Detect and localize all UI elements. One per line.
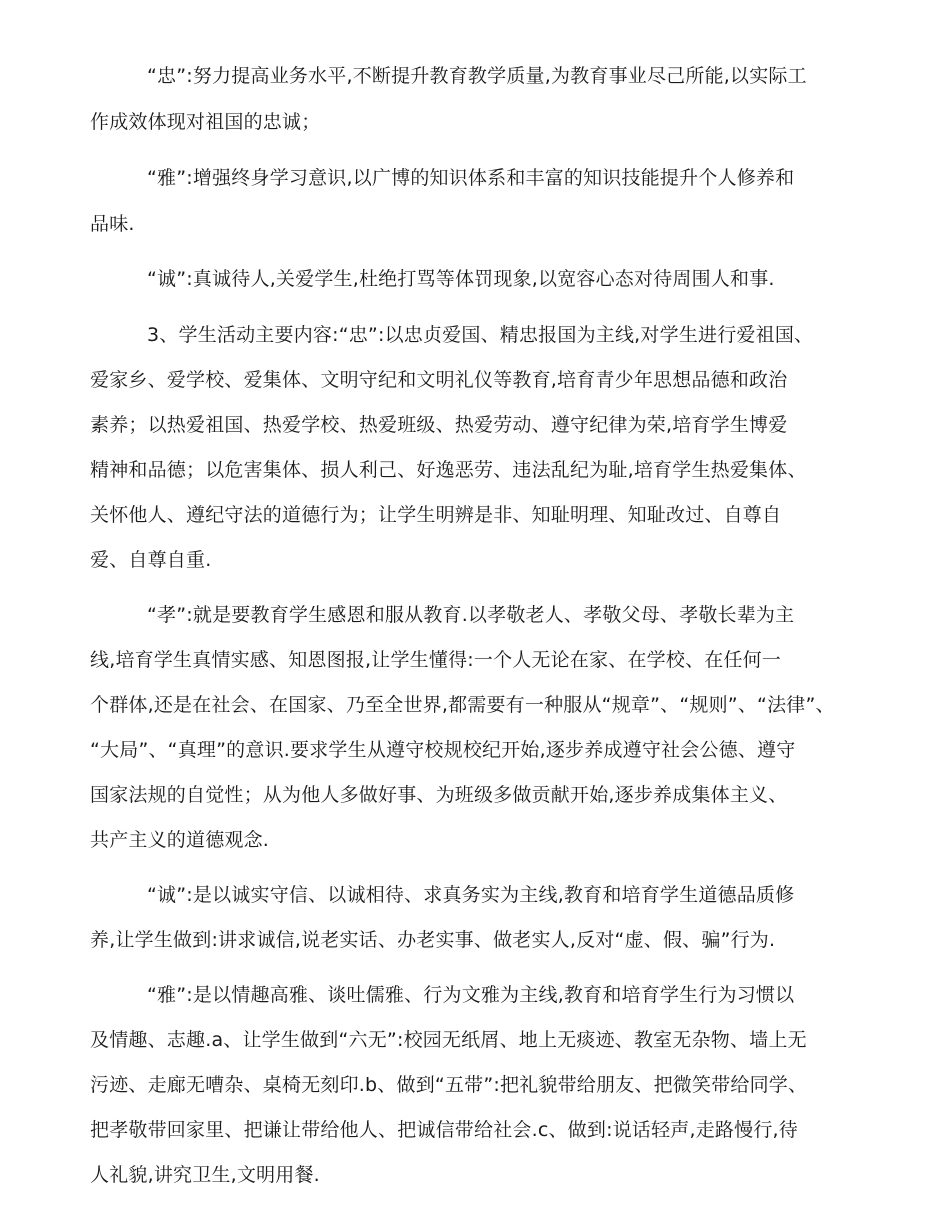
paragraph-xiao-student-line-5: 国家法规的自觉性；从为他人多做好事、为班级多做贡献开始,逐步养成集体主义、 [90,784,788,806]
paragraph-ya-student-line-1: “雅”:是以情趣高雅、谈吐儒雅、行为文雅为主线,教育和培育学生行为习惯以 [147,984,795,1006]
paragraph-cheng-student-line-1: “诚”:是以诚实守信、以诚相待、求真务实为主线,教育和培育学生道德品质修 [147,884,795,906]
paragraph-xiao-student-line-1: “孝”:就是要教育学生感恩和服从教育.以孝敬老人、孝敬父母、孝敬长辈为主 [147,604,795,626]
paragraph-xiao-student-line-2: 线,培育学生真情实感、知恩图报,让学生懂得:一个人无论在家、在学校、在任何一 [90,649,782,671]
paragraph-student-activities-line-6: 爱、自尊自重. [90,549,212,571]
paragraph-student-activities-line-3: 素养；以热爱祖国、热爱学校、热爱班级、热爱劳动、遵守纪律为荣,培育学生博爱 [90,414,788,436]
paragraph-student-activities-line-2: 爱家乡、爱学校、爱集体、文明守纪和文明礼仪等教育,培育青少年思想品德和政治 [90,369,788,391]
paragraph-xiao-student-line-3: 个群体,还是在社会、在国家、乃至全世界,都需要有一种服从“规章”、“规则”、“法律”、 [90,694,835,716]
paragraph-cheng-student-line-2: 养,让学生做到:讲求诚信,说老实话、办老实事、做老实人,反对“虚、假、骗”行为. [90,929,776,951]
paragraph-xiao-student-line-6: 共产主义的道德观念. [90,829,270,851]
paragraph-cheng-teacher-line-1: “诚”:真诚待人,关爱学生,杜绝打骂等体罚现象,以宽容心态对待周围人和事. [147,268,775,290]
paragraph-zhong-teacher-line-2: 作成效体现对祖国的忠诚； [90,111,321,133]
paragraph-student-activities-line-4: 精神和品德；以危害集体、损人利己、好逸恶劳、违法乱纪为耻,培育学生热爱集体、 [90,459,807,481]
paragraph-ya-teacher-line-2: 品味. [90,213,135,235]
paragraph-zhong-teacher-line-1: “忠”:努力提高业务水平,不断提升教育教学质量,为教育事业尽己所能,以实际工 [147,65,807,87]
paragraph-ya-student-line-3: 污迹、走廊无嘈杂、桌椅无刻印.b、做到“五带”:把礼貌带给朋友、把微笑带给同学、 [90,1074,808,1096]
paragraph-ya-student-line-4: 把孝敬带回家里、把谦让带给他人、把诚信带给社会.c、做到:说话轻声,走路慢行,待 [90,1119,798,1141]
paragraph-student-activities-line-5: 关怀他人、遵纪守法的道德行为；让学生明辨是非、知耻明理、知耻改过、自尊自 [90,504,782,526]
paragraph-ya-teacher-line-1: “雅”:增强终身学习意识,以广博的知识体系和丰富的知识技能提升个人修养和 [147,167,795,189]
paragraph-ya-student-line-2: 及情趣、志趣.a、让学生做到“六无”:校园无纸屑、地上无痰迹、教室无杂物、墙上无 [90,1029,807,1051]
paragraph-xiao-student-line-4: “大局”、“真理”的意识.要求学生从遵守校规校纪开始,逐步养成遵守社会公德、遵守 [90,739,796,761]
paragraph-student-activities-line-1: 3、学生活动主要内容:“忠”:以忠贞爱国、精忠报国为主线,对学生进行爱祖国、 [147,324,814,346]
paragraph-ya-student-line-5: 人礼貌,讲究卫生,文明用餐. [90,1164,320,1186]
